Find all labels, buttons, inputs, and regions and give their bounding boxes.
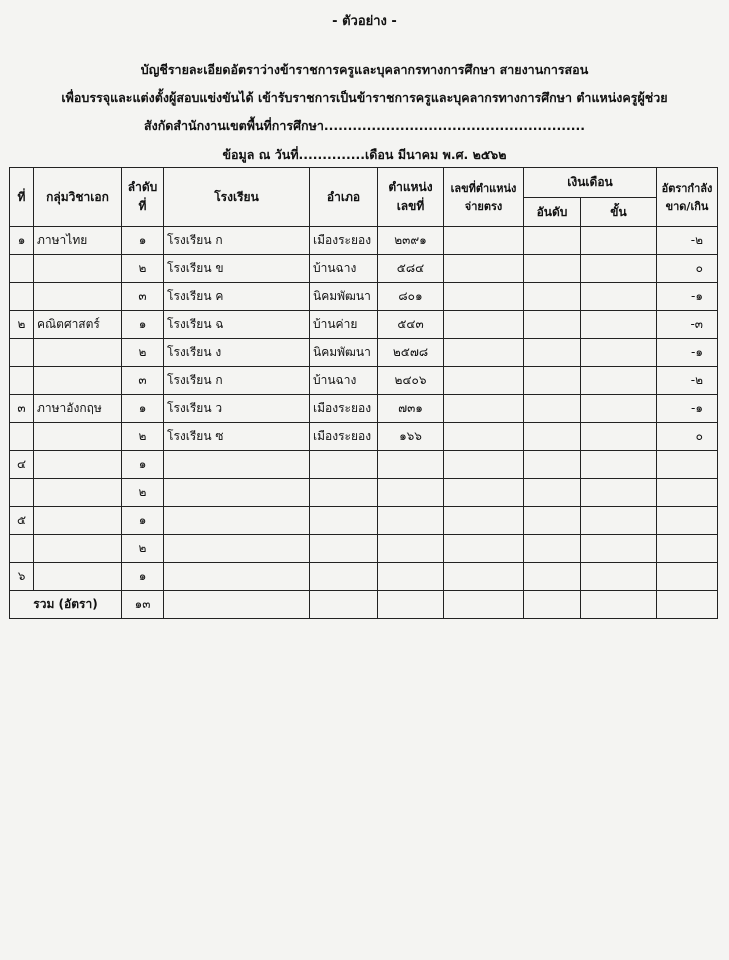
cell-seq: ๒ [122, 339, 164, 367]
cell-rank [524, 507, 581, 535]
cell-district: เมืองระยอง [310, 423, 378, 451]
cell-direct-pay [444, 255, 524, 283]
cell-seq: ๑ [122, 311, 164, 339]
cell-subject [34, 507, 122, 535]
cell-rank [524, 563, 581, 591]
cell-subject: ภาษาอังกฤษ [34, 395, 122, 423]
cell-position [378, 479, 444, 507]
table-row [10, 451, 718, 479]
col-header-seq-line1: ลำดับ [127, 180, 158, 194]
cell-position [378, 535, 444, 563]
col-header-seq-line2: ที่ [138, 199, 147, 213]
cell-step [581, 563, 657, 591]
cell-school: โรงเรียน ฉ [164, 311, 310, 339]
total-empty-cell [581, 591, 657, 619]
cell-no: ๔ [10, 451, 34, 479]
cell-rank [524, 367, 581, 395]
table-row [10, 395, 718, 423]
cell-position: ๘๐๑ [378, 283, 444, 311]
cell-subject [34, 423, 122, 451]
cell-school: โรงเรียน ก [164, 227, 310, 255]
cell-manpower [657, 479, 718, 507]
col-header-direct-pay [444, 168, 524, 227]
cell-direct-pay [444, 283, 524, 311]
cell-no: ๕ [10, 507, 34, 535]
cell-manpower: ๐ [657, 423, 718, 451]
cell-direct-pay [444, 339, 524, 367]
cell-no: ๓ [10, 395, 34, 423]
cell-seq: ๑ [122, 227, 164, 255]
document-title-line1: บัญชีรายละเอียดอัตราว่างข้าราชการครูและบุคลากรทางการศึกษา สายงานการสอน [140, 62, 589, 77]
cell-seq: ๒ [122, 423, 164, 451]
cell-district: นิคมพัฒนา [310, 339, 378, 367]
cell-direct-pay [444, 423, 524, 451]
cell-position [378, 451, 444, 479]
cell-seq: ๑ [122, 451, 164, 479]
cell-no [10, 423, 34, 451]
cell-subject [34, 451, 122, 479]
col-header-position-line1: ตำแหน่ง [388, 180, 433, 194]
cell-district [310, 563, 378, 591]
cell-seq: ๒ [122, 255, 164, 283]
total-value: ๑๓ [122, 591, 164, 619]
total-empty-cell [164, 591, 310, 619]
table-row [10, 367, 718, 395]
cell-seq: ๒ [122, 479, 164, 507]
cell-manpower: -๒ [657, 367, 718, 395]
cell-manpower [657, 563, 718, 591]
cell-school: โรงเรียน ข [164, 255, 310, 283]
table-row [10, 563, 718, 591]
cell-position: ๒๔๐๖ [378, 367, 444, 395]
cell-rank [524, 479, 581, 507]
total-empty-cell [444, 591, 524, 619]
col-header-position-line2: เลขที่ [396, 199, 425, 213]
cell-direct-pay [444, 507, 524, 535]
cell-no [10, 339, 34, 367]
cell-step [581, 283, 657, 311]
cell-direct-pay [444, 535, 524, 563]
cell-position: ๕๘๔ [378, 255, 444, 283]
col-header-manpower-line1: อัตรากำลัง [661, 182, 713, 195]
table-row [10, 479, 718, 507]
cell-step [581, 423, 657, 451]
cell-subject [34, 563, 122, 591]
cell-district: นิคมพัฒนา [310, 283, 378, 311]
cell-position: ๗๓๑ [378, 395, 444, 423]
cell-no [10, 535, 34, 563]
cell-district [310, 479, 378, 507]
col-header-manpower [657, 168, 718, 227]
cell-district: บ้านค่าย [310, 311, 378, 339]
table-row [10, 311, 718, 339]
cell-rank [524, 227, 581, 255]
cell-manpower: -๑ [657, 339, 718, 367]
table-row [10, 423, 718, 451]
col-header-school: โรงเรียน [164, 168, 310, 227]
cell-position: ๑๖๖ [378, 423, 444, 451]
document-title-line2: เพื่อบรรจุและแต่งตั้งผู้สอบแข่งขันได้ เข้ารับราชการเป็นข้าราชการครูและบุคลากรทางการศึกษา ตำแหน่งครูผู้ช่วย [61, 90, 668, 105]
vacancy-table [9, 167, 718, 619]
cell-direct-pay [444, 479, 524, 507]
cell-step [581, 339, 657, 367]
sample-label: - ตัวอย่าง - [332, 14, 397, 29]
cell-step [581, 451, 657, 479]
cell-rank [524, 339, 581, 367]
cell-manpower: ๐ [657, 255, 718, 283]
cell-seq: ๒ [122, 535, 164, 563]
total-empty-cell [524, 591, 581, 619]
cell-rank [524, 423, 581, 451]
cell-seq: ๓ [122, 367, 164, 395]
data-date-line: ข้อมูล ณ วันที่..............เดือน มีนาคม พ.ศ. ๒๕๖๒ [222, 147, 507, 162]
cell-position: ๒๕๗๘ [378, 339, 444, 367]
cell-no: ๑ [10, 227, 34, 255]
cell-school: โรงเรียน ง [164, 339, 310, 367]
cell-manpower [657, 507, 718, 535]
col-header-subject: กลุ่มวิชาเอก [34, 168, 122, 227]
cell-district [310, 451, 378, 479]
table-row [10, 283, 718, 311]
cell-school: โรงเรียน ค [164, 283, 310, 311]
total-label: รวม (อัตรา) [10, 591, 122, 619]
cell-step [581, 227, 657, 255]
cell-seq: ๓ [122, 283, 164, 311]
cell-position [378, 507, 444, 535]
col-header-direct-pay-line1: เลขที่ตำแหน่ง [450, 182, 517, 195]
cell-direct-pay [444, 451, 524, 479]
col-header-district: อำเภอ [310, 168, 378, 227]
cell-no: ๖ [10, 563, 34, 591]
cell-step [581, 507, 657, 535]
cell-no: ๒ [10, 311, 34, 339]
cell-district: บ้านฉาง [310, 367, 378, 395]
cell-subject: คณิตศาสตร์ [34, 311, 122, 339]
cell-step [581, 395, 657, 423]
col-header-direct-pay-line2: จ่ายตรง [464, 200, 503, 213]
cell-subject [34, 535, 122, 563]
total-empty-cell [310, 591, 378, 619]
cell-school [164, 535, 310, 563]
cell-step [581, 367, 657, 395]
col-header-salary: เงินเดือน [524, 168, 657, 198]
cell-no [10, 255, 34, 283]
total-empty-cell [657, 591, 718, 619]
cell-school: โรงเรียน ก [164, 367, 310, 395]
cell-school: โรงเรียน ซ [164, 423, 310, 451]
cell-manpower [657, 535, 718, 563]
cell-seq: ๑ [122, 563, 164, 591]
cell-direct-pay [444, 367, 524, 395]
document-title-line3: สังกัดสำนักงานเขตพื้นที่การศึกษา....................................................... [143, 118, 586, 133]
cell-subject [34, 255, 122, 283]
cell-manpower: -๑ [657, 395, 718, 423]
cell-step [581, 255, 657, 283]
cell-direct-pay [444, 563, 524, 591]
cell-rank [524, 535, 581, 563]
cell-step [581, 479, 657, 507]
cell-manpower [657, 451, 718, 479]
col-header-salary-rank: อันดับ [524, 198, 581, 227]
cell-manpower: -๒ [657, 227, 718, 255]
cell-subject [34, 367, 122, 395]
cell-position [378, 563, 444, 591]
cell-district [310, 535, 378, 563]
cell-manpower: -๑ [657, 283, 718, 311]
cell-manpower: -๓ [657, 311, 718, 339]
cell-subject [34, 339, 122, 367]
cell-direct-pay [444, 311, 524, 339]
cell-position: ๒๓๙๑ [378, 227, 444, 255]
cell-no [10, 367, 34, 395]
col-header-manpower-line2: ขาด/เกิน [665, 200, 709, 213]
cell-district: บ้านฉาง [310, 255, 378, 283]
cell-district [310, 507, 378, 535]
cell-direct-pay [444, 395, 524, 423]
cell-rank [524, 283, 581, 311]
cell-step [581, 311, 657, 339]
cell-direct-pay [444, 227, 524, 255]
cell-rank [524, 311, 581, 339]
table-row [10, 507, 718, 535]
col-header-salary-step: ขั้น [581, 198, 657, 227]
cell-no [10, 479, 34, 507]
col-header-seq [122, 168, 164, 227]
cell-subject: ภาษาไทย [34, 227, 122, 255]
cell-school [164, 507, 310, 535]
total-empty-cell [378, 591, 444, 619]
total-row [10, 591, 718, 619]
cell-subject [34, 479, 122, 507]
cell-school: โรงเรียน ว [164, 395, 310, 423]
cell-no [10, 283, 34, 311]
cell-rank [524, 451, 581, 479]
table-row [10, 339, 718, 367]
table-row [10, 535, 718, 563]
table-row [10, 255, 718, 283]
cell-seq: ๑ [122, 507, 164, 535]
cell-position: ๕๔๓ [378, 311, 444, 339]
cell-school [164, 451, 310, 479]
table-row [10, 227, 718, 255]
cell-district: เมืองระยอง [310, 395, 378, 423]
cell-subject [34, 283, 122, 311]
cell-rank [524, 395, 581, 423]
cell-district: เมืองระยอง [310, 227, 378, 255]
cell-school [164, 563, 310, 591]
col-header-position [378, 168, 444, 227]
cell-rank [524, 255, 581, 283]
cell-seq: ๑ [122, 395, 164, 423]
cell-school [164, 479, 310, 507]
cell-step [581, 535, 657, 563]
col-header-no: ที่ [10, 168, 34, 227]
